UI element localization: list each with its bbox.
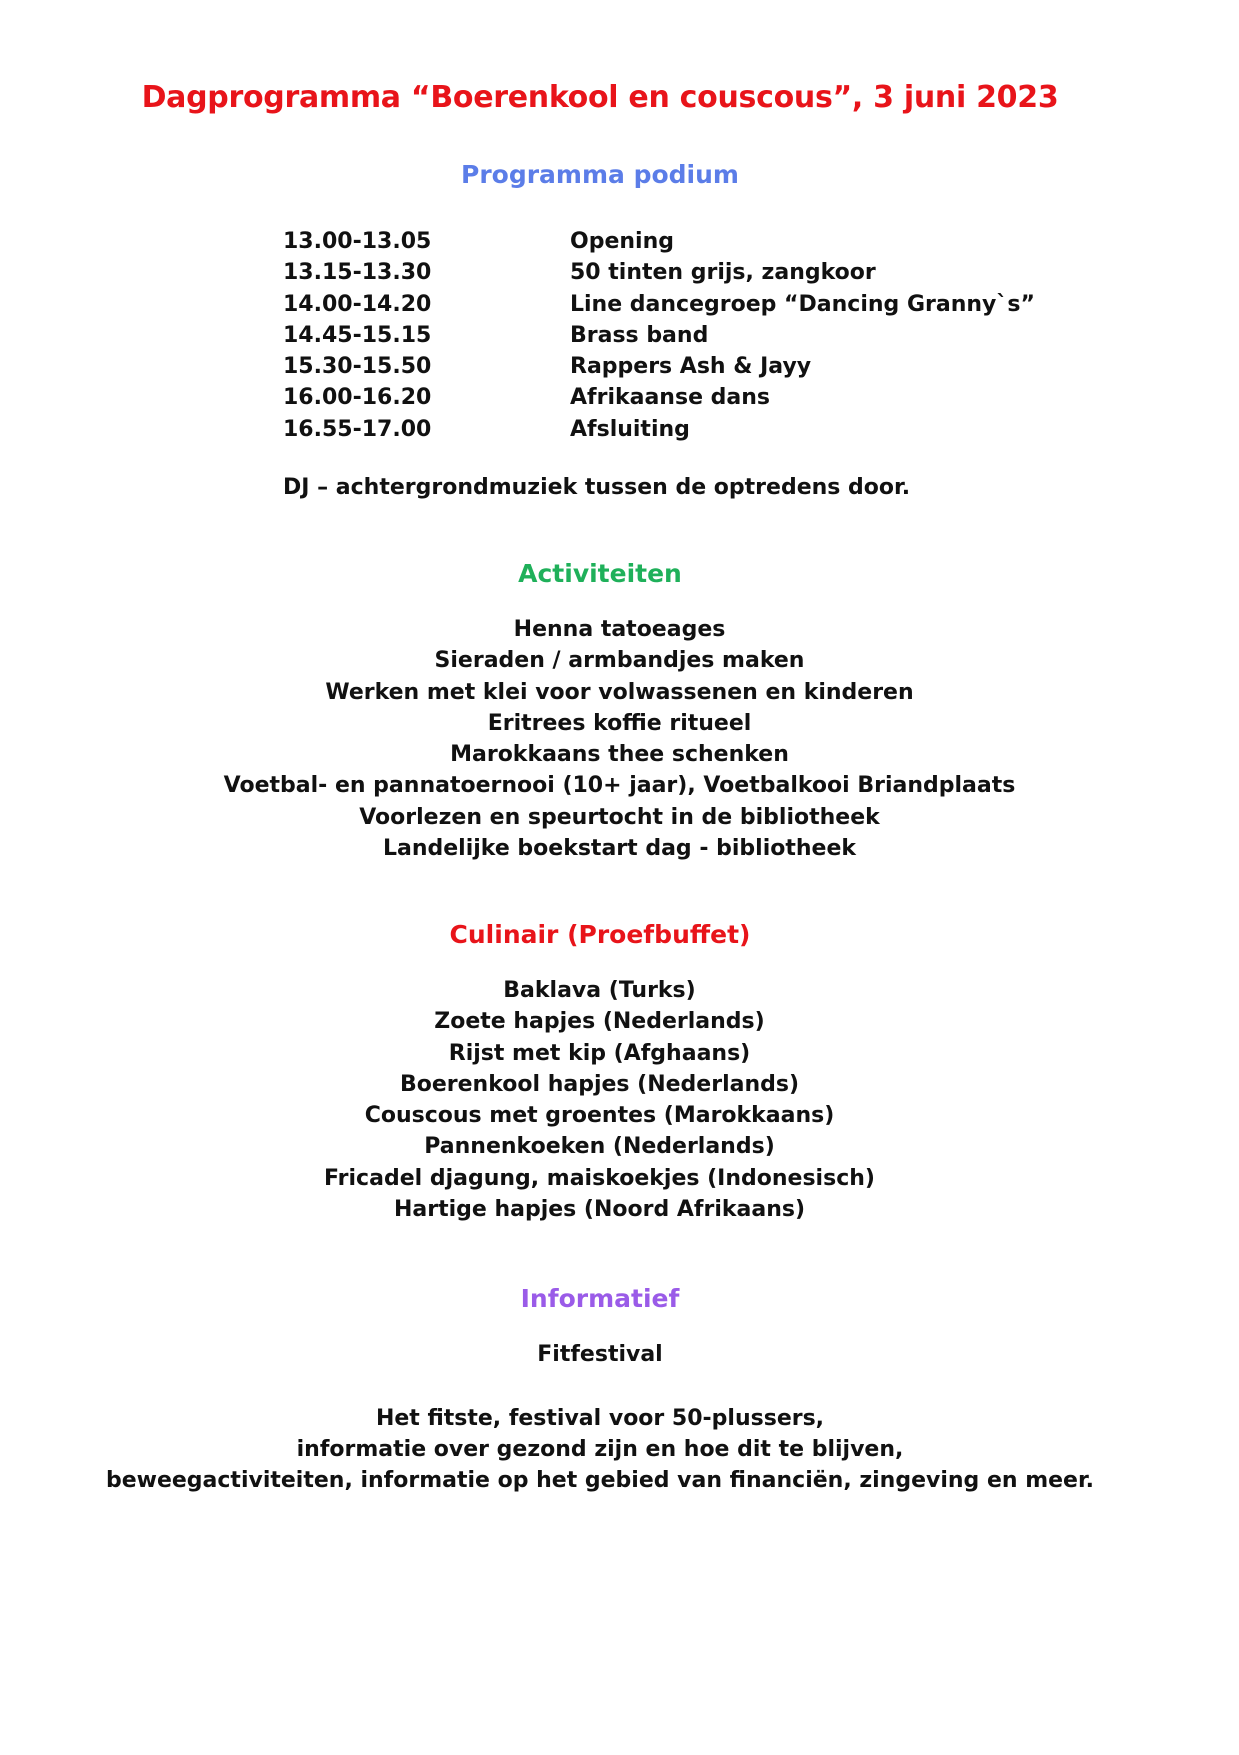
- list-item: Zoete hapjes (Nederlands): [434, 1009, 765, 1035]
- list-item: Voorlezen en speurtocht in de bibliotheek: [359, 804, 880, 830]
- schedule-row: [283, 351, 1083, 382]
- schedule-act: Rappers Ash & Jayy: [570, 354, 812, 380]
- schedule-act: Afrikaanse dans: [570, 385, 770, 411]
- schedule-time: 14.00-14.20: [283, 291, 432, 317]
- list-item: Boerenkool hapjes (Nederlands): [399, 1071, 800, 1097]
- page-title: Dagprogramma “Boerenkool en couscous”, 3 juni 2023: [141, 80, 1059, 115]
- description-line: beweegactiviteiten, informatie op het gebied van financiën, zingeving en meer.: [105, 1468, 1095, 1493]
- schedule-time: 13.00-13.05: [283, 229, 432, 254]
- culinair-list: [0, 975, 1219, 1225]
- list-item: Voetbal- en pannatoernooi (10+ jaar), Voetbalkooi Briandplaats: [223, 773, 1016, 799]
- list-item: Sieraden / armbandjes maken: [434, 648, 805, 674]
- informatief-heading: Informatief: [520, 1284, 680, 1313]
- schedule-row: [283, 320, 1083, 351]
- schedule-act: Brass band: [570, 322, 709, 348]
- podium-schedule: [283, 226, 1083, 445]
- schedule-row: [283, 289, 1083, 320]
- activiteiten-heading: Activiteiten: [518, 559, 682, 588]
- dj-note: DJ – achtergrondmuziek tussen de optredens door.: [283, 475, 911, 500]
- activiteiten-list: [0, 614, 1239, 864]
- list-item: Baklava (Turks): [503, 978, 696, 1003]
- informatief-description: [0, 1403, 1200, 1496]
- schedule-row: [283, 226, 1083, 257]
- schedule-time: 16.00-16.20: [283, 385, 432, 411]
- list-item: Rijst met kip (Afghaans): [448, 1040, 751, 1066]
- schedule-time: 15.30-15.50: [283, 354, 432, 380]
- schedule-time: 16.55-17.00: [283, 416, 432, 442]
- list-item: Couscous met groentes (Marokkaans): [364, 1103, 835, 1129]
- informatief-subtitle: Fitfestival: [537, 1342, 663, 1367]
- schedule-row: [283, 257, 1083, 288]
- description-line: informatie over gezond zijn en hoe dit te blijven,: [296, 1437, 904, 1462]
- schedule-row: [283, 414, 1083, 445]
- schedule-act: Opening: [570, 229, 674, 254]
- culinair-heading: Culinair (Proefbuffet): [449, 920, 751, 949]
- schedule-row: [283, 382, 1083, 413]
- list-item: Landelijke boekstart dag - bibliotheek: [382, 836, 856, 862]
- schedule-act: 50 tinten grijs, zangkoor: [570, 260, 876, 286]
- schedule-time: 13.15-13.30: [283, 260, 432, 286]
- list-item: Werken met klei voor volwassenen en kinderen: [325, 679, 914, 705]
- description-line: Het fitste, festival voor 50-plussers,: [375, 1406, 825, 1431]
- list-item: Henna tatoeages: [513, 617, 726, 642]
- list-item: Eritrees koffie ritueel: [487, 710, 752, 736]
- list-item: Pannenkoeken (Nederlands): [424, 1134, 775, 1160]
- schedule-act: Line dancegroep “Dancing Granny`s”: [570, 291, 1035, 317]
- list-item: Hartige hapjes (Noord Afrikaans): [393, 1197, 806, 1223]
- list-item: Marokkaans thee schenken: [450, 742, 789, 768]
- schedule-act: Afsluiting: [570, 416, 690, 442]
- schedule-time: 14.45-15.15: [283, 322, 432, 348]
- podium-heading: Programma podium: [461, 160, 739, 189]
- list-item: Fricadel djagung, maiskoekjes (Indonesisch): [324, 1165, 875, 1191]
